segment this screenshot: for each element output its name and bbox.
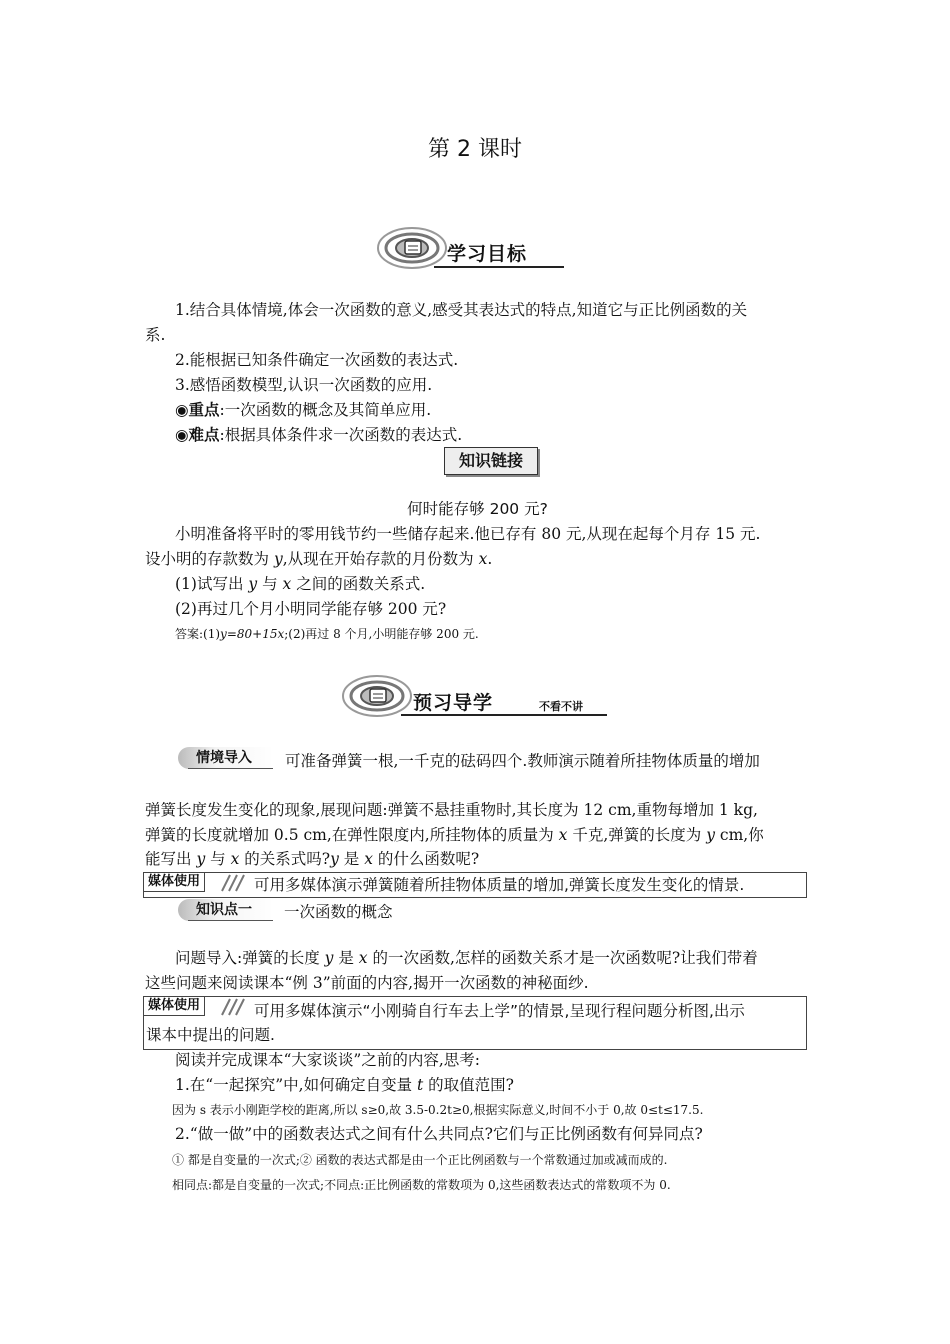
reading-answer-3: 相同点:都是自变量的一次式;不同点:正比例函数的常数项为 0,这些函数表达式的常数项不为 0. bbox=[172, 1178, 671, 1192]
scenario-line-1: 可准备弹簧一根,一千克的砝码四个.教师演示随着所挂物体质量的增加 bbox=[285, 752, 760, 770]
text: 与 bbox=[257, 575, 283, 593]
scenario-line-2: 弹簧长度发生变化的现象,展现问题:弹簧不悬挂重物时,其长度为 12 cm,重物每增加 1 kg, bbox=[145, 801, 758, 819]
problem-heading: 何时能存够 200 元? bbox=[407, 500, 548, 518]
media-box-2 bbox=[143, 996, 807, 1050]
media-label: 媒体使用 bbox=[144, 873, 205, 892]
goal-1-cont: 系. bbox=[145, 326, 166, 344]
stripes-icon bbox=[218, 998, 248, 1016]
key-label: ◉重点 bbox=[175, 400, 220, 419]
problem-line-1: 小明准备将平时的零用钱节约一些储存起来.他已存有 80 元,从现在起每个月存 15 元. bbox=[175, 525, 761, 543]
var-x: x bbox=[230, 850, 240, 868]
var-y: y bbox=[248, 575, 258, 593]
var-x: x bbox=[478, 550, 488, 568]
media-label: 媒体使用 bbox=[144, 997, 205, 1016]
question-intro-line-2: 这些问题来阅读课本“例 3”前面的内容,揭开一次函数的神秘面纱. bbox=[145, 974, 589, 992]
text: 的什么函数呢? bbox=[372, 850, 480, 868]
knowledge-point-title: 一次函数的概念 bbox=[284, 903, 393, 921]
text: . bbox=[487, 550, 493, 568]
var-y: y bbox=[196, 850, 206, 868]
answer bbox=[175, 622, 810, 646]
var-y: y bbox=[273, 550, 283, 568]
text: ,从现在开始存款的月份数为 bbox=[282, 550, 479, 568]
text: 的一次函数,怎样的函数关系才是一次函数呢?让我们带着 bbox=[367, 949, 758, 967]
reading-question-2: 2.“做一做”中的函数表达式之间有什么共同点?它们与正比例函数有何异同点? bbox=[175, 1125, 703, 1143]
question-2: (2)再过几个月小明同学能存够 200 元? bbox=[175, 600, 447, 618]
question-intro-line-1 bbox=[175, 946, 810, 970]
banner-underline bbox=[401, 714, 607, 716]
question-1 bbox=[175, 572, 810, 596]
var-x: x bbox=[558, 826, 568, 844]
var-y: y bbox=[330, 850, 339, 868]
var-y: y bbox=[324, 949, 334, 967]
tab-underline bbox=[188, 768, 273, 769]
var-t: t bbox=[417, 1076, 424, 1094]
key-text: :一次函数的概念及其简单应用. bbox=[219, 401, 432, 419]
media-text-line-2: 课本中提出的问题. bbox=[146, 1026, 275, 1044]
text: 的关系式吗? bbox=[239, 850, 331, 868]
reading-question-1 bbox=[175, 1073, 810, 1097]
banner-label: 学习目标 bbox=[447, 243, 528, 265]
goal-3: 3.感悟函数模型,认识一次函数的应用. bbox=[175, 376, 433, 394]
text: 与 bbox=[205, 850, 231, 868]
text: 是 bbox=[338, 850, 365, 868]
text: 是 bbox=[333, 949, 359, 967]
key-point bbox=[175, 398, 810, 422]
var-x: x bbox=[358, 949, 368, 967]
tab-label: 知识点一 bbox=[196, 902, 252, 918]
text: 千克,弹簧的长度为 bbox=[567, 826, 707, 844]
scenario-tab bbox=[178, 747, 273, 769]
section-banner-goals bbox=[372, 222, 572, 274]
text: cm,你 bbox=[714, 826, 764, 844]
section-banner-preview bbox=[337, 670, 617, 722]
reading-intro: 阅读并完成课本“大家谈谈”之前的内容,思考: bbox=[175, 1051, 480, 1069]
text: ;(2)再过 8 个月,小明能存够 200 元. bbox=[284, 627, 479, 641]
answer-equation: y=80+15x bbox=[220, 627, 285, 641]
knowledge-link-box: 知识链接 bbox=[444, 447, 538, 475]
banner-sublabel: 不看不讲 bbox=[539, 700, 583, 713]
problem-line-2 bbox=[145, 547, 810, 571]
reading-answer-1: 因为 s 表示小刚距学校的距离,所以 s≥0,故 3.5-0.2t≥0,根据实际意义,时间不小于 0,故 0≤t≤17.5. bbox=[172, 1103, 704, 1117]
text: 1.在“一起探究”中,如何确定自变量 bbox=[175, 1076, 417, 1094]
text: (1)试写出 bbox=[175, 575, 249, 593]
text: 的取值范围? bbox=[423, 1076, 514, 1094]
text: 弹簧的长度就增加 0.5 cm,在弹性限度内,所挂物体的质量为 bbox=[145, 826, 559, 844]
goal-2: 2.能根据已知条件确定一次函数的表达式. bbox=[175, 351, 459, 369]
banner-underline bbox=[434, 266, 564, 268]
var-y: y bbox=[706, 826, 715, 844]
media-text-line-1: 可用多媒体演示“小刚骑自行车去上学”的情景,呈现行程问题分析图,出示 bbox=[254, 1002, 745, 1020]
tab-label: 情境导入 bbox=[196, 750, 252, 766]
difficult-label: ◉难点 bbox=[175, 425, 220, 444]
media-box-1 bbox=[143, 872, 807, 898]
knowledge-point-tab bbox=[178, 899, 273, 921]
difficult-point bbox=[175, 423, 810, 447]
scenario-line-4 bbox=[145, 847, 810, 871]
text: 问题导入:弹簧的长度 bbox=[175, 949, 325, 967]
stripes-icon bbox=[218, 874, 248, 892]
text: 之间的函数关系式. bbox=[291, 575, 426, 593]
text: 答案:(1) bbox=[175, 627, 221, 641]
difficult-text: :根据具体条件求一次函数的表达式. bbox=[219, 426, 463, 444]
page-title: 第 2 课时 bbox=[428, 137, 522, 162]
var-x: x bbox=[364, 850, 373, 868]
text: 设小明的存款数为 bbox=[145, 550, 274, 568]
reading-answer-2: ① 都是自变量的一次式;② 函数的表达式都是由一个正比例函数与一个常数通过加或减而成的. bbox=[172, 1153, 668, 1167]
goal-1: 1.结合具体情境,体会一次函数的意义,感受其表达式的特点,知道它与正比例函数的关 bbox=[175, 301, 748, 319]
var-x: x bbox=[282, 575, 292, 593]
media-text: 可用多媒体演示弹簧随着所挂物体质量的增加,弹簧长度发生变化的情景. bbox=[254, 876, 745, 894]
banner-label: 预习导学 bbox=[413, 692, 494, 714]
tab-underline bbox=[188, 920, 273, 921]
scenario-line-3 bbox=[145, 823, 810, 847]
text: 能写出 bbox=[145, 850, 197, 868]
